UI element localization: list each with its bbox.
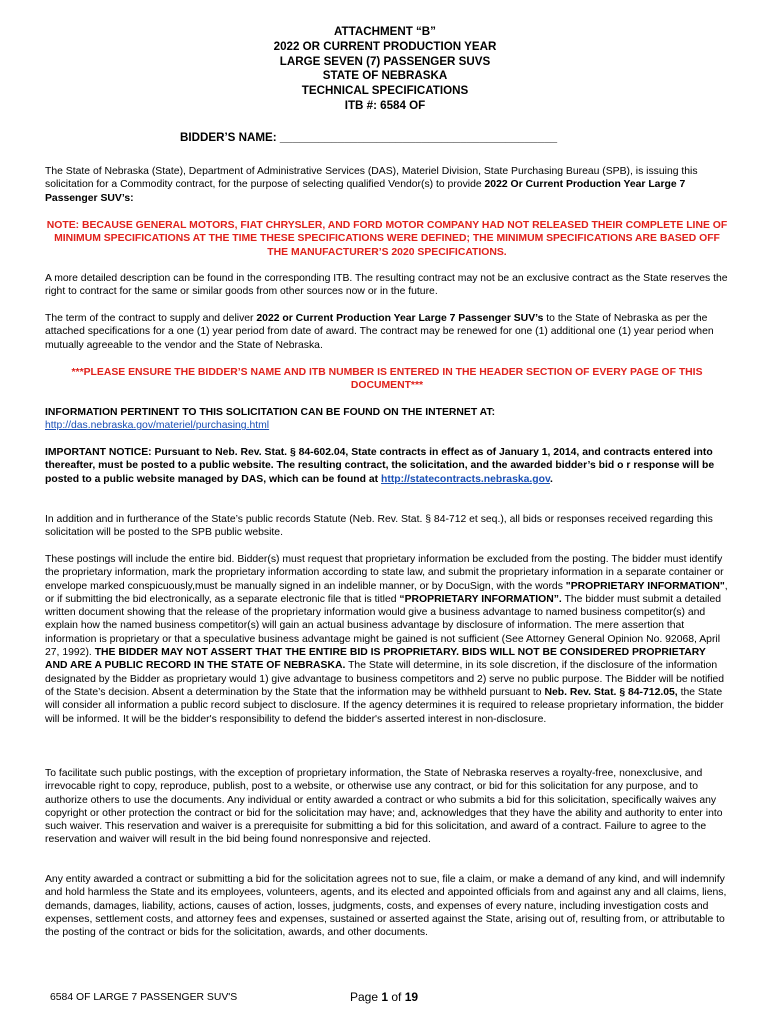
page-total: 19 [404, 990, 419, 1004]
postings-bold-f: THE BIDDER MAY NOT ASSERT THAT THE ENTIRE BID IS PROPRIETARY. BIDS WILL NOT BE CONSIDERED PROPRIETARY AND ARE A PUBLIC RECORD IN THE STATE OF NEBRASKA. [45, 647, 706, 672]
intro-text: The State of Nebraska (State), Department of Administrative Services (DAS), Materiel Division, State Purchasing Bureau (SPB), is issuing this solicitation for a Commodity contract, for the purpose of selecting qualified Vendor(s) to provide [45, 166, 698, 191]
production-year-title: 2022 OR CURRENT PRODUCTION YEAR [273, 39, 497, 53]
postings-paragraph [45, 553, 729, 726]
postings-text-i: the State will consider all information a public record subject to disclosure. If the agency determines it is required to release proprietary information, the bidder will be informed. It will be the bidder's responsibility to defend the bidder's asserted interest in non-disclosure. [45, 686, 724, 725]
bidder-name-field: BIDDER’S NAME: ___________________________________________ [180, 131, 558, 144]
statecontracts-link[interactable]: http://statecontracts.nebraska.gov [381, 473, 550, 485]
postings-text-c: , or if submitting the bid electronically, as a separate electronic file that is titled [45, 580, 728, 605]
suv-title: LARGE SEVEN (7) PASSENGER SUVS [279, 54, 491, 68]
purchasing-link[interactable]: http://das.nebraska.gov/materiel/purchasing.html [45, 420, 270, 432]
ensure-paragraph: ***PLEASE ENSURE THE BIDDER’S NAME AND ITB NUMBER IS ENTERED IN THE HEADER SECTION OF EVERY PAGE OF THIS DOCUMENT*** [71, 367, 703, 392]
important-end: . [550, 473, 553, 485]
indemnify-paragraph: Any entity awarded a contract or submitting a bid for the solicitation agrees not to sue, file a claim, or make a demand of any kind, and will indemnify and hold harmless the State and its employees, volunteers, agents, and its elected and appointed officials from and against any and all claims, liens, demands, damages, liability, actions, causes of action, losses, judgments, costs, and expenses of every nature, including investigation costs and expenses, settlement costs, and attorney fees and expenses, sustained or asserted against the State, arising out of, resulting from, or attributable to the posting of the contract or bids for the solicitation, awards, and other documents. [45, 874, 727, 939]
footer-document-title: 6584 OF LARGE 7 PASSENGER SUV'S [50, 992, 238, 1003]
specifications-title: TECHNICAL SPECIFICATIONS [301, 84, 469, 98]
term-paragraph [45, 312, 729, 352]
postings-bold-h: Neb. Rev. Stat. § 84-712.05, [544, 686, 678, 698]
of-word: of [388, 990, 405, 1004]
postings-text-e: The bidder must submit a detailed written document showing that the release of the proprietary information would give a business advantage to named business competitor(s) and explain how the named business competitor(s) will gain an actual business advantage by disclosure of information. The mere assertion that information is proprietary or that a speculative business advantage might be gained is not sufficient (See Attorney General Opinion No. 92068, April 27, 1992). [45, 593, 722, 659]
info-heading: INFORMATION PERTINENT TO THIS SOLICITATION CAN BE FOUND ON THE INTERNET AT: [45, 407, 496, 418]
facilitate-paragraph: To facilitate such public postings, with the exception of proprietary information, the State of Nebraska reserves a royalty-free, nonexclusive, and irrevocable right to copy, reproduce, publish, post to a website, or otherwise use any contract, or bid for this solicitation for any purpose, and to authorize others to use the documents. Any individual or entity awarded a contract or who submits a bid for this solicitation, specifically waives any copyright or other protection the contract or bid for the solicitation may have; and, acknowledges that they have the ability and authority to enter into such waiver. This reservation and waiver is a prerequisite for submitting a bid for this solicitation, and award of a contract. Failure to agree to the reservation and waiver will result in the bid being found nonresponsive and rejected. [45, 768, 723, 846]
state-title: STATE OF NEBRASKA [322, 69, 448, 83]
postings-bold-d: “PROPRIETARY INFORMATION”. [399, 593, 562, 605]
term-pre: The term of the contract to supply and deliver [45, 313, 257, 324]
term-post: to the State of Nebraska as per the attached specifications for a one (1) year period from date of award. The contract may be renewed for one (1) additional one (1) year period when mutually agreeable to the vendor and the State of Nebraska. [45, 313, 714, 351]
important-notice-paragraph [45, 446, 729, 486]
postings-text-a: These postings will include the entire bid. Bidder(s) must request that proprietary information be excluded from the posting. The bidder must identify the proprietary information, mark the proprietary information according to state law, and submit the proprietary information in a separate container or envelope marked conspicuously,must be manually signed in an indelible manner, or by DocuSign, with the words [45, 554, 724, 592]
document-header [0, 25, 770, 114]
intro-bold: 2022 Or Current Production Year Large 7 Passenger SUV’s: [45, 179, 686, 204]
attachment-title: ATTACHMENT “B” [334, 25, 436, 38]
page-number [350, 990, 418, 1004]
postings-bold-b: "PROPRIETARY INFORMATION" [565, 580, 725, 592]
important-text: IMPORTANT NOTICE: Pursuant to Neb. Rev. Stat. § 84-602.04, State contracts in effect as of January 1, 2014, and contracts entered into thereafter, must be posted to a public website. The resulting contract, the solicitation, and the awarded bidder’s bid o r response will be posted to a public website managed by DAS, which can be found at [45, 447, 715, 485]
page-current: 1 [381, 990, 389, 1004]
public-records-paragraph: In addition and in furtherance of the State’s public records Statute (Neb. Rev. Stat. § 84-712 et seq.), all bids or responses received regarding this solicitation will be posted to the SPB public website. [45, 514, 713, 539]
itb-number: ITB #: 6584 OF [344, 98, 426, 112]
intro-paragraph [45, 165, 729, 205]
note-paragraph: NOTE: BECAUSE GENERAL MOTORS, FIAT CHRYSLER, AND FORD MOTOR COMPANY HAD NOT RELEASED THEIR COMPLETE LINE OF MINIMUM SPECIFICATIONS AT THE TIME THESE SPECIFICATIONS WERE DEFINED; THE MINIMUM SPECIFICATIONS ARE BASED OFF THE MANUFACTURER’S 2020 SPECIFICATIONS. [46, 220, 728, 258]
postings-text-g: The State will determine, in its sole discretion, if the disclosure of the information designated by the Bidder as proprietary would 1) give advantage to business competitors and 2) serve no public purpose. The Bidder will be notified of the State’s decision. Absent a determination by the State that the information may be withheld pursuant to [45, 660, 725, 698]
term-bold: 2022 or Current Production Year Large 7 Passenger SUV’s [256, 313, 544, 324]
page-word: Page [350, 990, 382, 1004]
description-paragraph: A more detailed description can be found in the corresponding ITB. The resulting contract may not be an exclusive contract as the State reserves the right to contract for the same or similar goods from other sources now or in the future. [45, 273, 728, 298]
info-paragraph [45, 406, 729, 433]
